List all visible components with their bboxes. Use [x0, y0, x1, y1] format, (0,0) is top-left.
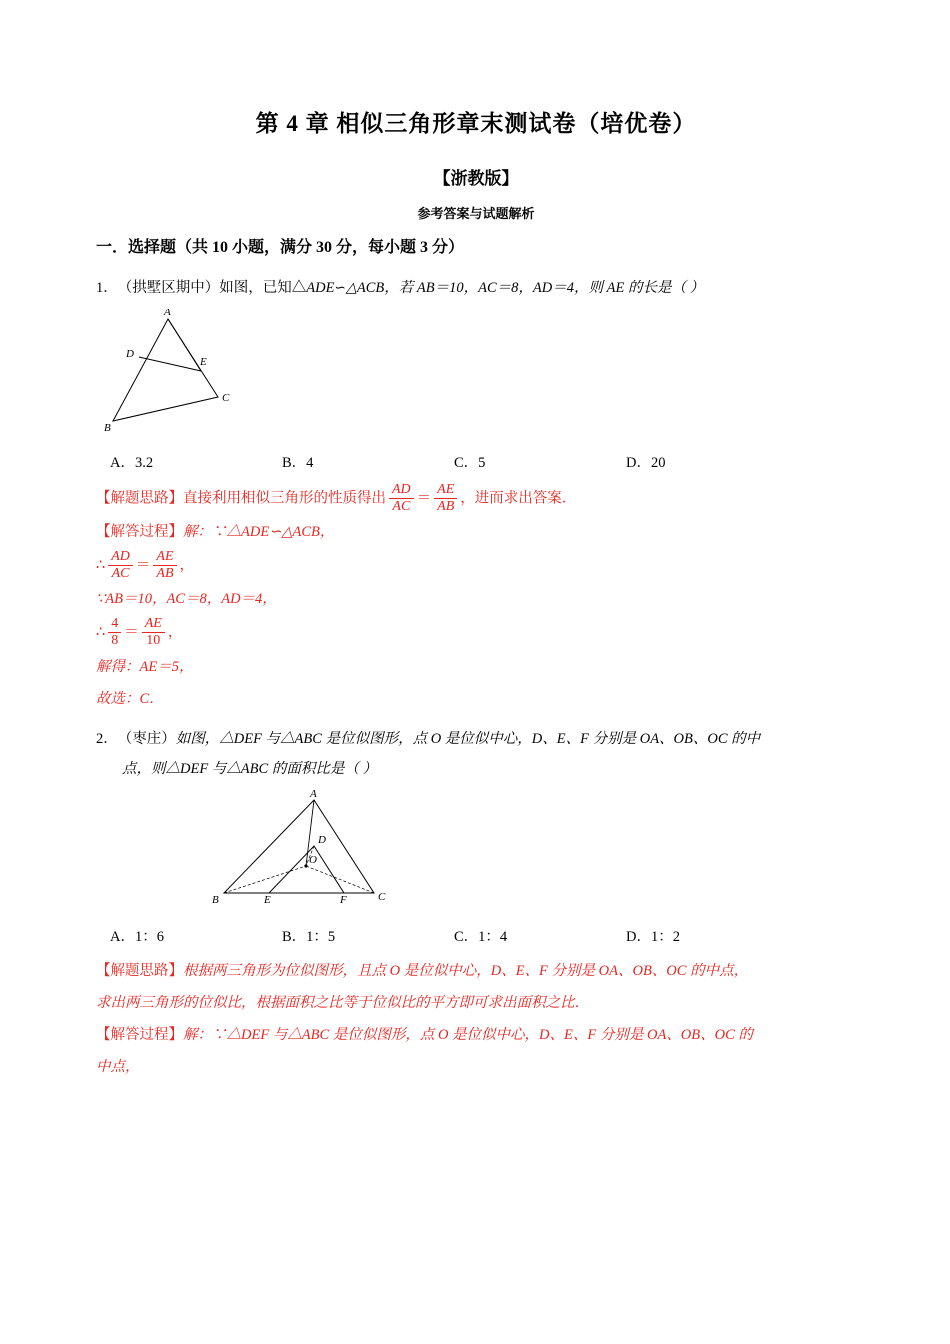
similar-symbol: ∽ — [334, 280, 346, 296]
equals-symbol: ＝ — [135, 557, 151, 574]
therefore-symbol: ∴ — [96, 557, 106, 574]
question-1-choice-d[interactable]: D．20 — [626, 455, 666, 471]
question-2-answer-text-0: 解：∵△DEF 与△ABC 是位似图形，点 O 是位似中心，D、E、F 分别是 OA、OB、OC 的 — [183, 1026, 753, 1043]
question-1-answer-fraction-line-2 — [96, 616, 856, 649]
svg-text:C: C — [222, 392, 230, 404]
question-1-stem-part2: ，若 AB＝10，AC＝8，AD＝4，则 AE 的长是（ ） — [384, 280, 705, 296]
question-1-triangle-2: △ACB — [345, 280, 385, 296]
question-1-source: （拱墅区期中） — [117, 280, 220, 296]
question-2-answer-tag: 【解答过程】 — [96, 1026, 183, 1043]
fraction-numerator: AD — [389, 482, 414, 499]
question-2-answer-line-0 — [96, 1020, 856, 1050]
question-1-answer-tag: 【解答过程】 — [96, 524, 183, 541]
svg-text:B: B — [212, 893, 219, 906]
fraction-denominator: AC — [111, 566, 130, 582]
edition-label: 【浙教版】 — [433, 169, 519, 188]
fraction-ae-ab — [434, 482, 457, 515]
question-1-choice-b[interactable]: B．4 — [282, 455, 314, 471]
question-2-choice-b[interactable]: B．1：5 — [282, 928, 336, 945]
question-2-stem-line-1: 如图，△DEF 与△ABC 是位似图形，点 O 是位似中心，D、E、F 分别是 OA、OB、OC 的中 — [175, 730, 761, 747]
svg-text:A: A — [310, 789, 317, 800]
svg-text:D: D — [126, 348, 134, 360]
fraction-denominator: AB — [156, 566, 174, 582]
fraction-ae-ab-2 — [153, 549, 176, 582]
fraction-numerator: AD — [108, 549, 133, 566]
question-2-thinking-line-0 — [96, 956, 856, 986]
question-2-stem — [96, 724, 856, 754]
question-2-choices — [110, 925, 856, 946]
svg-text:F: F — [340, 893, 347, 906]
question-1-answer-line-3 — [96, 684, 856, 714]
svg-text:C: C — [378, 890, 386, 903]
svg-text:O: O — [309, 853, 317, 866]
question-2-choice-a[interactable]: A．1：6 — [110, 928, 164, 945]
svg-text:D: D — [318, 833, 326, 846]
question-1-choices — [110, 451, 856, 472]
question-1-triangle-1: ADE — [306, 280, 335, 296]
question-1-choice-c[interactable]: C．5 — [454, 455, 486, 471]
fraction-numerator: 4 — [108, 616, 121, 633]
question-2 — [96, 724, 856, 1082]
question-1-thinking-text-a: 直接利用相似三角形的性质得出 — [183, 490, 386, 507]
question-1-answer-text-0: 解：∵△ADE∽△ACB， — [183, 524, 335, 541]
question-1-thinking-text-b: ，进而求出答案． — [460, 490, 577, 507]
question-2-answer-text-1: 中点， — [96, 1058, 140, 1075]
question-2-number: 2． — [96, 730, 118, 747]
svg-text:A: A — [164, 309, 171, 318]
triangle-figure-1 — [96, 309, 316, 434]
fraction-numerator: AE — [153, 549, 176, 566]
question-2-answer-line-1 — [96, 1052, 856, 1082]
question-2-thinking-text-0: 根据两三角形为位似图形，且点 O 是位似中心，D、E、F 分别是 OA、OB、OC 的中点， — [183, 962, 749, 979]
fraction-denominator: 10 — [146, 633, 161, 649]
question-2-source: （枣庄） — [117, 730, 176, 747]
triangle-figure-2 — [206, 790, 436, 908]
question-1-answer-line-1 — [96, 584, 856, 614]
question-2-thinking-line-1 — [96, 988, 856, 1018]
question-1-number: 1． — [96, 280, 118, 296]
equals-symbol-2: ＝ — [124, 624, 139, 641]
question-1-answer-line-0 — [96, 517, 856, 547]
document-content — [96, 105, 856, 1086]
question-1-figure — [96, 309, 856, 439]
answers-subtitle: 参考答案与试题解析 — [417, 206, 535, 221]
fraction-denominator: AB — [437, 499, 455, 515]
comma-2: ， — [167, 624, 183, 641]
fraction-ad-ac-2 — [108, 549, 133, 582]
question-2-figure — [206, 790, 856, 913]
fraction-ae-10 — [142, 616, 165, 649]
fraction-numerator: AE — [142, 616, 165, 633]
therefore-symbol-2: ∴ — [96, 624, 106, 641]
question-1-answer-text-2: 解得：AE＝5， — [96, 658, 194, 675]
question-1-thinking-tag: 【解题思路】 — [96, 490, 183, 507]
fraction-4-8 — [108, 616, 121, 649]
question-1 — [96, 273, 856, 714]
question-2-stem-line2 — [96, 754, 856, 784]
question-2-stem-line-2: 点，则△DEF 与△ABC 的面积比是（ ） — [122, 760, 377, 777]
question-1-answer-text-3: 故选：C． — [96, 690, 164, 707]
question-1-thinking — [96, 482, 856, 515]
question-2-thinking-tag: 【解题思路】 — [96, 962, 183, 979]
question-1-answer-line-2 — [96, 652, 856, 682]
svg-text:E: E — [200, 356, 207, 368]
comma: ， — [179, 557, 195, 574]
section-heading: 一．选择题（共 10 小题，满分 30 分，每小题 3 分） — [96, 239, 465, 256]
page-title: 第 4 章 相似三角形章末测试卷（培优卷） — [255, 111, 697, 136]
question-2-choice-d[interactable]: D．1：2 — [626, 928, 680, 945]
question-1-answer-fraction-line-1 — [96, 549, 856, 582]
question-2-thinking-text-1: 求出两三角形的位似比，根据面积之比等于位似比的平方即可求出面积之比． — [96, 994, 589, 1011]
svg-text:B: B — [104, 422, 111, 434]
fraction-denominator: 8 — [111, 633, 119, 649]
question-1-choice-a[interactable]: A．3.2 — [110, 455, 154, 471]
svg-text:E: E — [264, 893, 271, 906]
question-1-thinking-equals: ＝ — [416, 490, 432, 507]
question-1-stem — [96, 273, 856, 303]
fraction-denominator: AC — [392, 499, 411, 515]
question-2-choice-c[interactable]: C．1：4 — [454, 928, 508, 945]
question-1-stem-part1: 如图，已知△ — [219, 280, 307, 296]
question-1-answer-text-1: ∵AB＝10，AC＝8，AD＝4， — [96, 591, 277, 608]
fraction-ad-ac — [389, 482, 414, 515]
fraction-numerator: AE — [434, 482, 457, 499]
